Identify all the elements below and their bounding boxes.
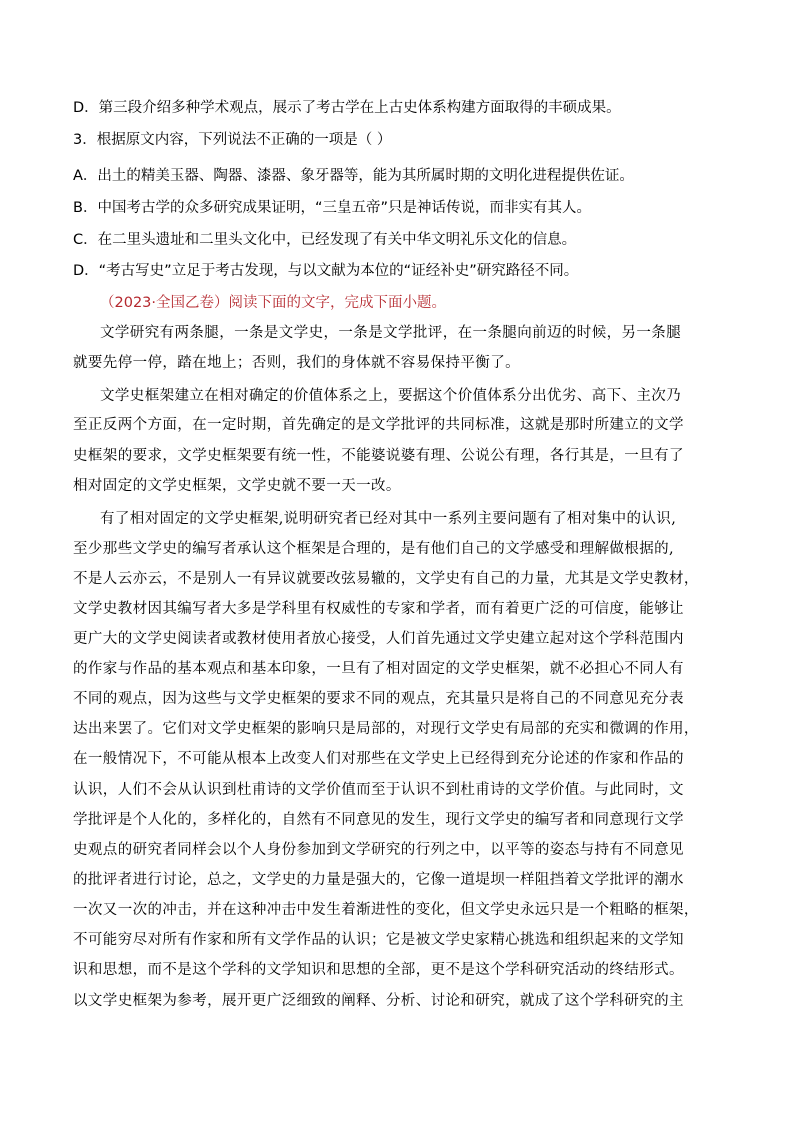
passage-line: 的作家与作品的基本观点和基本印象，一旦有了相对固定的文学史框架，就不必担心不同人有	[73, 661, 684, 677]
source-label: （2023·全国乙卷）阅读下面的文字，完成下面小题。	[100, 295, 447, 311]
passage-line: 认识，人们不会从认识到杜甫诗的文学价值而至于认识不到杜甫诗的文学价值。与此同时，文	[73, 782, 684, 798]
option-d: D．“考古写史”立足于考古发现，与以文献为本位的“证经补史”研究路径不同。	[73, 263, 579, 279]
option-d-q2: D．第三段介绍多种学术观点，展示了考古学在上古史体系构建方面取得的丰硕成果。	[73, 100, 621, 116]
passage-line: 不同的观点，因为这些与文学史框架的要求不同的观点，充其量只是将自己的不同意见充分表	[73, 691, 684, 707]
option-c: C．在二里头遗址和二里头文化中，已经发现了有关中华文明礼乐文化的信息。	[73, 232, 577, 248]
passage-line: 以文学史框架为参考，展开更广泛细致的阐释、分析、讨论和研究，就成了这个学科研究的主	[73, 993, 684, 1009]
passage-line: 文学史教材因其编写者大多是学科里有权威性的专家和学者，而有着更广泛的可信度，能够让	[73, 601, 684, 617]
passage-line: 不可能穷尽对所有作家和所有文学作品的认识；它是被文学史家精心挑选和组织起来的文学知	[73, 932, 684, 948]
passage-line: 文学史框架建立在相对确定的价值体系之上，要据这个价值体系分出优劣、高下、主次乃	[100, 388, 682, 404]
passage-line: 一次又一次的冲击，并在这种冲击中发生着渐进性的变化，但文学史永远只是一个粗略的框架，	[73, 902, 699, 918]
passage-line: 史框架的要求，文学史框架要有统一性，不能婆说婆有理、公说公有理，各行其是，一旦有了	[73, 448, 684, 464]
passage-line: 史观点的研究者同样会以个人身份参加到文学研究的行列之中，以平等的姿态与持有不同意见	[73, 842, 684, 858]
passage-line: 至正反两个方面，在一定时期，首先确定的是文学批评的共同标准，这就是那时所建立的文学	[73, 417, 684, 433]
passage-line: 的批评者进行讨论，总之，文学史的力量是强大的，它像一道堤坝一样阻挡着文学批评的潮水	[73, 872, 684, 888]
passage-line: 有了相对固定的文学史框架,说明研究者已经对其中一系列主要问题有了相对集中的认识,	[100, 511, 677, 527]
question-3-stem: 3．根据原文内容，下列说法不正确的一项是（ ）	[73, 132, 392, 148]
option-b: B．中国考古学的众多研究成果证明，“三皇五帝”只是神话传说，而非实有其人。	[73, 200, 591, 216]
passage-line: 达出来罢了。它们对文学史框架的影响只是局部的，对现行文学史有局部的充实和微调的作用，	[73, 721, 699, 737]
passage-line: 相对固定的文学史框架，文学史就不要一天一改。	[73, 478, 401, 494]
option-a: A．出土的精美玉器、陶器、漆器、象牙器等，能为其所属时期的文明化进程提供佐证。	[73, 168, 634, 184]
passage-line: 学批评是个人化的，多样化的，自然有不同意见的发生，现行文学史的编写者和同意现行文学	[73, 812, 684, 828]
passage-line: 识和思想，而不是这个学科的文学知识和思想的全部，更不是这个学科研究活动的终结形式。	[73, 962, 684, 978]
passage-line: 不是人云亦云，不是别人一有异议就要改弦易辙的，文学史有自己的力量，尤其是文学史教材，	[73, 571, 699, 587]
passage-line: 在一般情况下，不可能从根本上改变人们对那些在文学史上已经得到充分论述的作家和作品的	[73, 751, 684, 767]
passage-line: 文学研究有两条腿，一条是文学史，一条是文学批评，在一条腿向前迈的时候，另一条腿	[100, 325, 682, 341]
passage-line: 就要先停一停，踏在地上；否则，我们的身体就不容易保持平衡了。	[73, 355, 520, 371]
passage-line: 至少那些文学史的编写者承认这个框架是合理的，是有他们自己的文学感受和理解做根据的,	[73, 541, 675, 557]
passage-line: 更广大的文学史阅读者或教材使用者放心接受，人们首先通过文学史建立起对这个学科范围内	[73, 631, 684, 647]
